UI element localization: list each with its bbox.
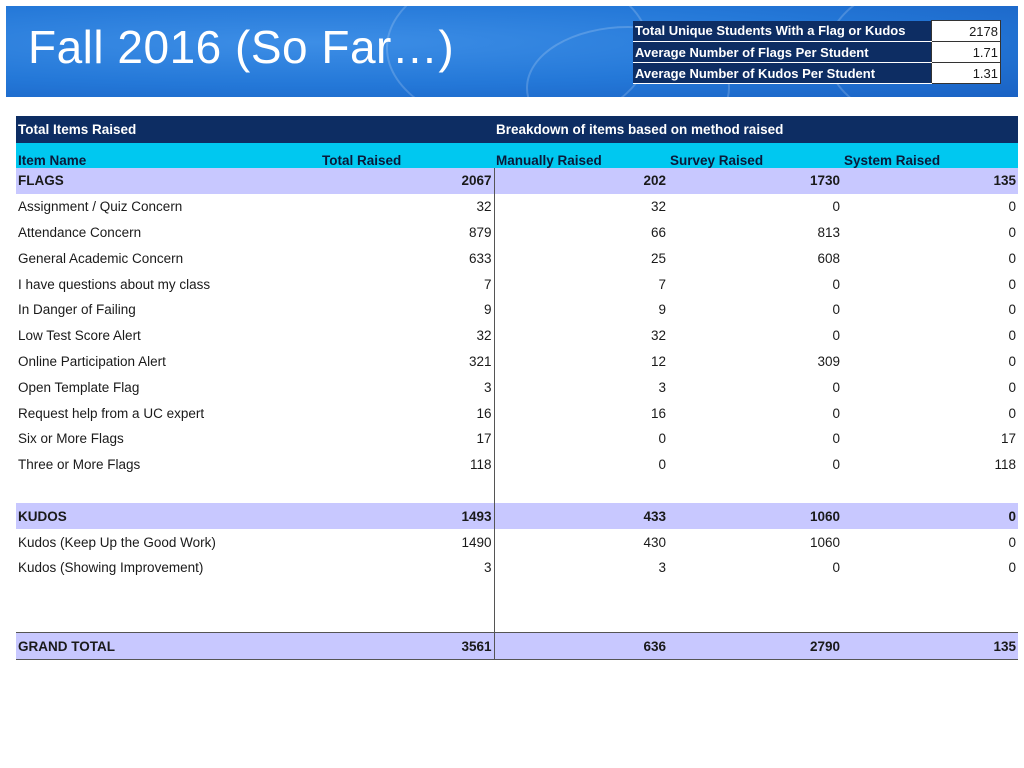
item-name: Kudos (Keep Up the Good Work)	[18, 534, 216, 550]
table-row	[16, 374, 1018, 400]
summary-table	[633, 20, 1001, 84]
item-value: 3	[658, 560, 667, 576]
table-row	[16, 245, 1018, 271]
item-value: 118	[994, 457, 1017, 473]
item-name: Three or More Flags	[18, 457, 141, 473]
item-value: 0	[658, 457, 667, 473]
item-value: 66	[650, 224, 667, 240]
group-total-cell: 135	[842, 168, 1018, 194]
item-name: General Academic Concern	[18, 250, 184, 266]
item-value: 321	[320, 349, 494, 375]
item-value: 0	[658, 431, 667, 447]
table-row	[16, 452, 1018, 478]
spacer-cell	[668, 581, 842, 607]
item-value: 0	[1008, 353, 1017, 369]
item-value: 16	[320, 400, 494, 426]
item-value: 9	[320, 297, 494, 323]
summary-label: Average Number of Flags Per Student	[633, 42, 932, 63]
group-total-cell: 636	[494, 633, 668, 660]
table-row	[16, 297, 1018, 323]
table-row	[16, 323, 1018, 349]
item-value: 17	[320, 426, 494, 452]
spacer-cell	[668, 478, 842, 504]
summary-label: Average Number of Kudos Per Student	[633, 63, 932, 84]
spacer-cell	[320, 478, 494, 504]
item-value: 0	[1008, 560, 1017, 576]
item-value: 118	[320, 452, 494, 478]
item-value: 25	[650, 250, 667, 266]
item-value: 16	[650, 405, 667, 421]
item-value: 0	[832, 199, 841, 215]
spacer-cell	[320, 581, 494, 607]
group-label: KUDOS	[16, 503, 320, 529]
spacer-row	[16, 607, 1018, 633]
spacer-cell	[494, 607, 668, 633]
spacer-cell	[842, 478, 1018, 504]
group-total-cell: 433	[494, 503, 668, 529]
summary-value: 1.71	[932, 42, 1001, 63]
item-value: 3	[320, 374, 494, 400]
group-total-cell: 202	[494, 168, 668, 194]
table-row	[16, 555, 1018, 581]
item-value: 430	[643, 534, 667, 550]
column-header: Item Name	[16, 143, 320, 168]
item-value: 0	[1008, 199, 1017, 215]
group-total-cell: 2067	[320, 168, 494, 194]
total-items-header: Total Items Raised	[16, 116, 494, 143]
spacer-cell	[16, 607, 320, 633]
item-value: 0	[832, 560, 841, 576]
item-value: 0	[832, 302, 841, 318]
item-value: 608	[817, 250, 841, 266]
table-row	[16, 426, 1018, 452]
item-name: Request help from a UC expert	[18, 405, 205, 421]
spacer-cell	[494, 478, 668, 504]
item-value: 1490	[320, 529, 494, 555]
column-header: System Raised	[842, 143, 1018, 168]
breakdown-header: Breakdown of items based on method raised	[494, 116, 1018, 143]
group-total-cell: 135	[842, 633, 1018, 660]
spacer-row	[16, 478, 1018, 504]
item-name: Assignment / Quiz Concern	[18, 199, 183, 215]
item-value: 3	[320, 555, 494, 581]
group-total-cell: 0	[842, 503, 1018, 529]
item-name: Low Test Score Alert	[18, 328, 141, 344]
item-value: 0	[1008, 224, 1017, 240]
summary-value: 2178	[932, 21, 1001, 42]
spacer-cell	[842, 607, 1018, 633]
item-value: 0	[832, 328, 841, 344]
column-header-row	[16, 143, 1018, 168]
table-row	[16, 194, 1018, 220]
item-value: 309	[817, 353, 841, 369]
item-value: 0	[1008, 328, 1017, 344]
items-table	[16, 116, 1018, 660]
item-value: 0	[832, 457, 841, 473]
item-value: 0	[832, 379, 841, 395]
item-value: 17	[1001, 431, 1017, 447]
group-total-cell: 1730	[668, 168, 842, 194]
group-total-cell: 2790	[668, 633, 842, 660]
summary-row	[633, 21, 1001, 42]
column-header: Total Raised	[320, 143, 494, 168]
item-value: 32	[320, 194, 494, 220]
group-total-row	[16, 503, 1018, 529]
item-value: 633	[320, 245, 494, 271]
summary-row	[633, 63, 1001, 84]
item-value: 32	[650, 199, 667, 215]
summary-value: 1.31	[932, 63, 1001, 84]
page-title: Fall 2016 (So Far…)	[28, 21, 455, 73]
item-value: 12	[650, 353, 667, 369]
item-name: Open Template Flag	[18, 379, 140, 395]
table-row	[16, 349, 1018, 375]
group-total-cell: 1493	[320, 503, 494, 529]
spacer-row	[16, 581, 1018, 607]
item-value: 813	[817, 224, 841, 240]
spacer-cell	[842, 581, 1018, 607]
item-name: Attendance Concern	[18, 224, 142, 240]
group-label: GRAND TOTAL	[16, 633, 320, 660]
item-name: Six or More Flags	[18, 431, 124, 447]
item-name: In Danger of Failing	[18, 302, 136, 318]
summary-label: Total Unique Students With a Flag or Kudos	[633, 21, 932, 42]
summary-row	[633, 42, 1001, 63]
item-value: 1060	[809, 534, 841, 550]
item-value: 9	[658, 302, 667, 318]
item-value: 32	[320, 323, 494, 349]
item-value: 0	[1008, 405, 1017, 421]
item-value: 7	[658, 276, 667, 292]
group-header-row	[16, 116, 1018, 143]
table-row	[16, 220, 1018, 246]
item-name: Kudos (Showing Improvement)	[18, 560, 204, 576]
item-value: 879	[320, 220, 494, 246]
item-value: 0	[1008, 276, 1017, 292]
group-total-cell: 3561	[320, 633, 494, 660]
group-total-row	[16, 168, 1018, 194]
item-value: 7	[320, 271, 494, 297]
item-name: Online Participation Alert	[18, 353, 166, 369]
item-value: 0	[832, 431, 841, 447]
item-value: 0	[832, 276, 841, 292]
item-value: 32	[650, 328, 667, 344]
item-value: 0	[1008, 250, 1017, 266]
table-row	[16, 529, 1018, 555]
grand-total-row	[16, 633, 1018, 660]
item-value: 0	[832, 405, 841, 421]
item-value: 0	[1008, 379, 1017, 395]
spacer-cell	[16, 478, 320, 504]
table-row	[16, 400, 1018, 426]
spacer-cell	[16, 581, 320, 607]
item-value: 0	[1008, 534, 1017, 550]
group-total-cell: 1060	[668, 503, 842, 529]
spacer-cell	[320, 607, 494, 633]
column-header: Survey Raised	[668, 143, 842, 168]
column-header: Manually Raised	[494, 143, 668, 168]
item-name: I have questions about my class	[18, 276, 211, 292]
group-label: FLAGS	[16, 168, 320, 194]
item-value: 0	[1008, 302, 1017, 318]
spacer-cell	[668, 607, 842, 633]
table-row	[16, 271, 1018, 297]
item-value: 3	[658, 379, 667, 395]
spacer-cell	[494, 581, 668, 607]
